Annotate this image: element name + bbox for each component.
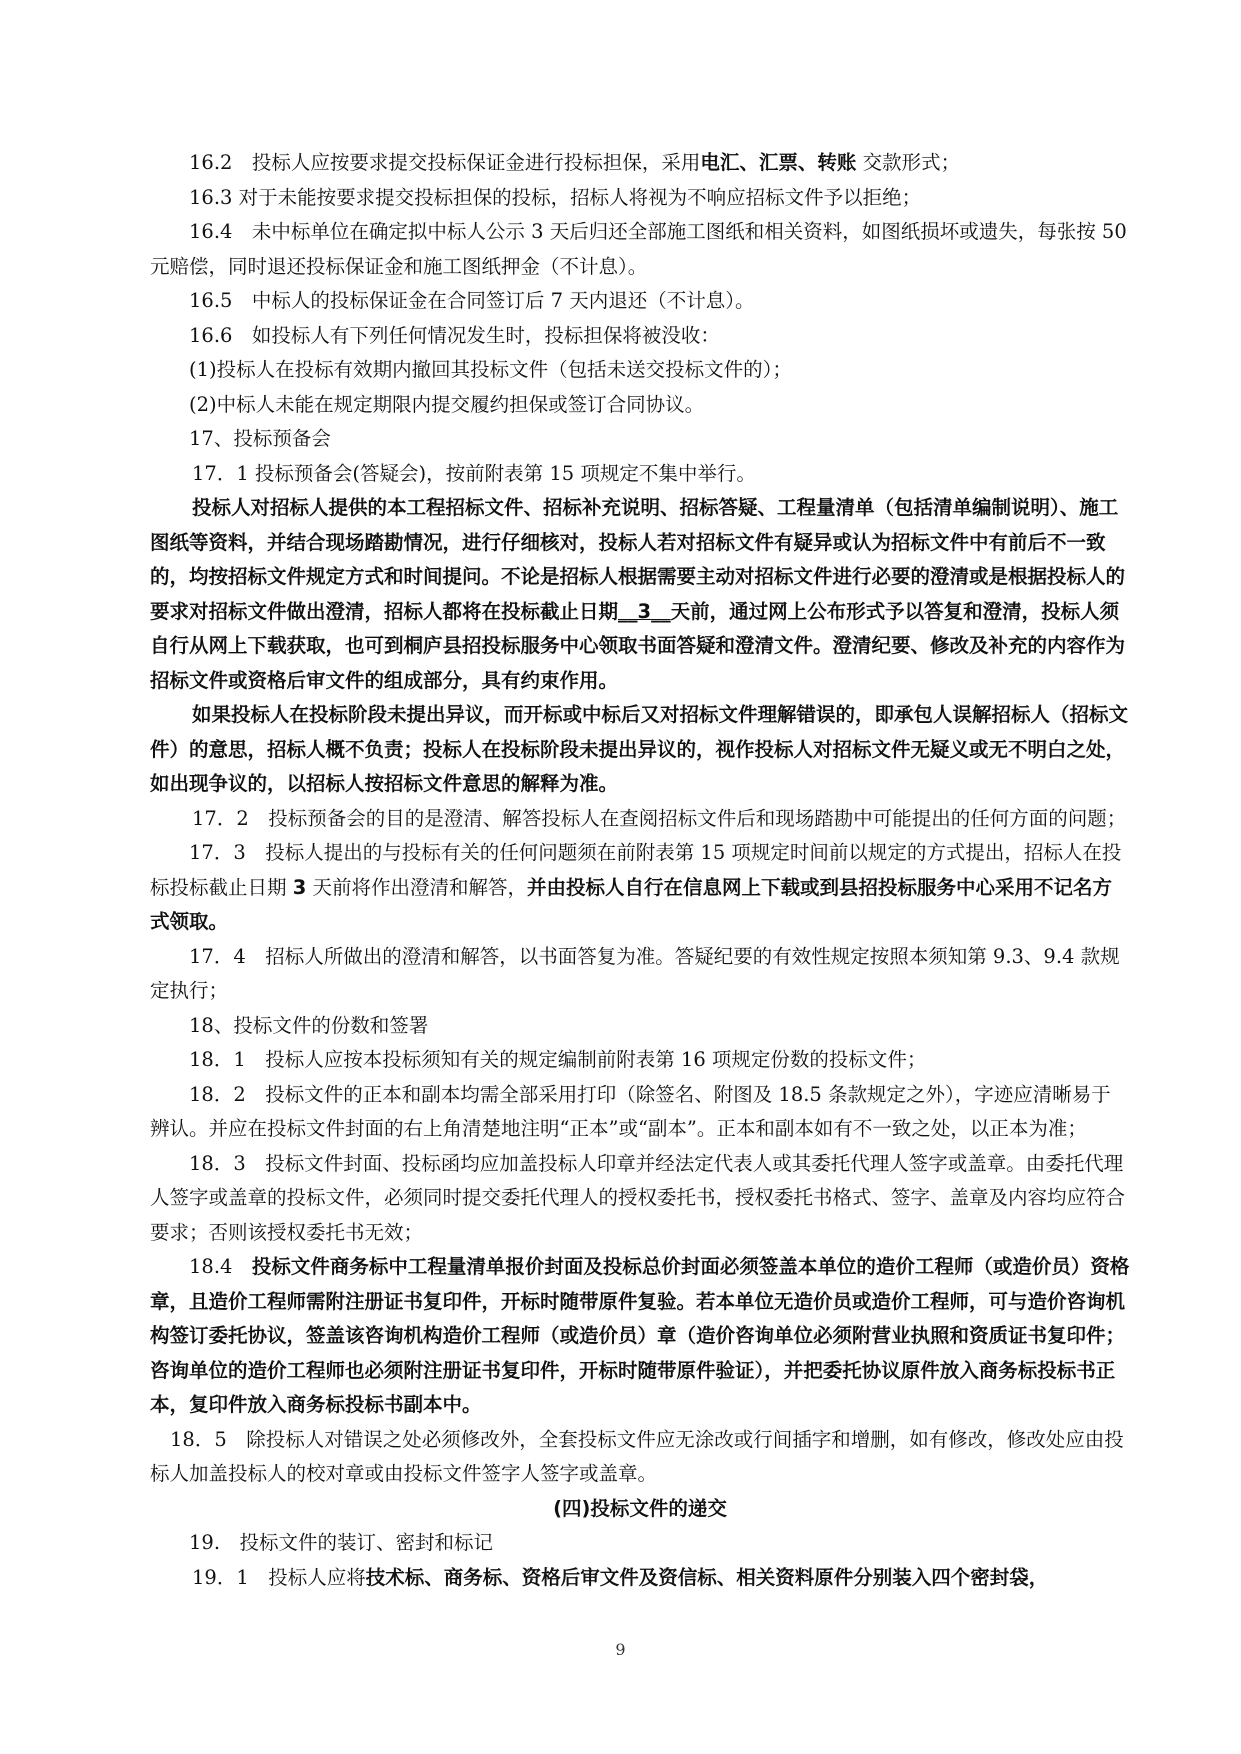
- para-17-4: 17．4 招标人所做出的澄清和解答，以书面答复为准。答疑纪要的有效性规定按照本须知第 9.3、9.4 款规定执行；: [150, 944, 1120, 1002]
- para-16-3: 16.3 对于未能按要求提交投标担保的投标，招标人将视为不响应招标文件予以拒绝；: [189, 185, 922, 209]
- para-18-4: [150, 1250, 1130, 1423]
- para-19-1: [150, 1561, 1130, 1596]
- para-item-1: (1)投标人在投标有效期内撤回其投标文件（包括未送交投标文件的）；: [189, 358, 792, 381]
- page-number: 9: [615, 1640, 626, 1659]
- para-bold-clarification: [150, 491, 1130, 698]
- para-18-1: 18．1 投标人应按本投标须知有关的规定编制前附表第 16 项规定份数的投标文件；: [189, 1048, 927, 1071]
- text: 投标人对招标人提供的本工程招标文件、招标补充说明、招标答疑、工程量清单（包括清单编制说明）、施工图纸等资料，并结合现场踏勘情况，进行仔细核对，投标人若对招标文件有疑异或认为招标文件中有前后不一致的，均按招标文件规定方式和时间提问。不论是招标人根据需要主动对招标文件进行必要的澄清或是根据投标人的要求对招标文件做出澄清，招标人都将在投标截止日期: [150, 496, 1126, 623]
- para-item-2: (2)中标人未能在规定期限内提交履约担保或签订合同协议。: [189, 392, 705, 416]
- bold-text: 并由投标人自行在信息网上下载或到县招投标服务中心采用不记名方式领取。: [150, 875, 1112, 933]
- text: 天前将作出澄清和解答，: [306, 875, 527, 899]
- text: 17．3 投标人提出的与投标有关的任何问题须在前附表第 15 项规定时间前以规定的方式提出，招标人在投标投标截止日期: [150, 841, 1122, 899]
- para-bold-objection: 如果投标人在投标阶段未提出异议，而开标或中标后又对招标文件理解错误的，即承包人误解招标人（招标文件）的意思，招标人概不负责；投标人在投标阶段未提出异议的，视作投标人对招标文件无疑义或无不明白之处，如出现争议的，以招标人按招标文件意思的解释为准。: [150, 703, 1129, 795]
- document-body: [150, 146, 1130, 1595]
- bold-text: 3: [292, 875, 307, 899]
- text: 16.2 投标人应按要求提交投标保证金进行投标担保，采用: [189, 151, 701, 174]
- section-17-heading: 17、投标预备会: [189, 427, 331, 450]
- para-16-5: 16.5 中标人的投标保证金在合同签订后 7 天内退还（不计息）。: [189, 289, 755, 312]
- para-17-1: 17．1 投标预备会(答疑会)，按前附表第 15 项规定不集中举行。: [192, 461, 756, 485]
- para-18-2: 18．2 投标文件的正本和副本均需全部采用打印（除签名、附图及 18.5 条款规定之外），字迹应清晰易于辨认。并应在投标文件封面的右上角清楚地注明“正本”或“副本”。正本和副本如有不一致之处，以正本为准；: [150, 1082, 1111, 1140]
- text: 19．1 投标人应将: [192, 1565, 366, 1589]
- para-17-2: 17．2 投标预备会的目的是澄清、解答投标人在查阅招标文件后和现场踏勘中可能提出的任何方面的问题；: [192, 806, 1127, 830]
- text: 交款形式；: [856, 151, 961, 174]
- bold-text: 电汇、汇票、转账: [700, 151, 857, 174]
- bold-text: 技术标、商务标、资格后审文件及资信标、相关资料原件分别装入四个密封袋，: [365, 1565, 1049, 1589]
- para-16-6: 16.6 如投标人有下列任何情况发生时，投标担保将被没收：: [189, 323, 720, 347]
- section-19-heading: 19. 投标文件的装订、密封和标记: [189, 1531, 494, 1554]
- bold-text: 投标文件商务标中工程量清单报价封面及投标总价封面必须签盖本单位的造价工程师（或造价员）资格章，且造价工程师需附注册证书复印件，开标时随带原件复验。若本单位无造价员或造价工程师，可与造价咨询机构签订委托协议，签盖该咨询机构造价工程师（或造价员）章（造价咨询单位必须附营业执照和资质证书复印件；咨询单位的造价工程师也必须附注册证书复印件，开标时随带原件验证），并把委托协议原件放入商务标投标书正本，复印件放入商务标投标书副本中。: [150, 1255, 1130, 1416]
- deadline-days: __3__: [618, 599, 671, 623]
- para-18-5: 18．5 除投标人对错误之处必须修改外，全套投标文件应无涂改或行间插字和增删，如有修改，修改处应由投标人加盖投标人的校对章或由投标文件签字人签字或盖章。: [150, 1427, 1124, 1485]
- section-18-heading: 18、投标文件的份数和签署: [189, 1013, 429, 1037]
- para-16-4: 16.4 未中标单位在确定拟中标人公示 3 天后归还全部施工图纸和相关资料，如图纸损坏或遗失，每张按 50 元赔偿，同时退还投标保证金和施工图纸押金（不计息）。: [150, 220, 1127, 278]
- para-17-3: [150, 836, 1130, 940]
- para-16-2: [150, 146, 1130, 181]
- para-18-3: 18．3 投标文件封面、投标函均应加盖投标人印章并经法定代表人或其委托代理人签字或盖章。由委托代理人签字或盖章的投标文件，必须同时提交委托代理人的授权委托书，授权委托书格式、签字、盖章及内容均应符合要求；否则该授权委托书无效；: [150, 1151, 1126, 1244]
- text: 天前，通过网上公布形式予以答复和澄清，投标人须自行从网上下载获取，也可到桐庐县招投标服务中心领取书面答疑和澄清文件。澄清纪要、修改及补充的内容作为招标文件或资格后审文件的组成部分，具有约束作用。: [150, 599, 1126, 692]
- section-4-heading: (四)投标文件的递交: [553, 1496, 727, 1520]
- text: 18.4: [189, 1255, 252, 1278]
